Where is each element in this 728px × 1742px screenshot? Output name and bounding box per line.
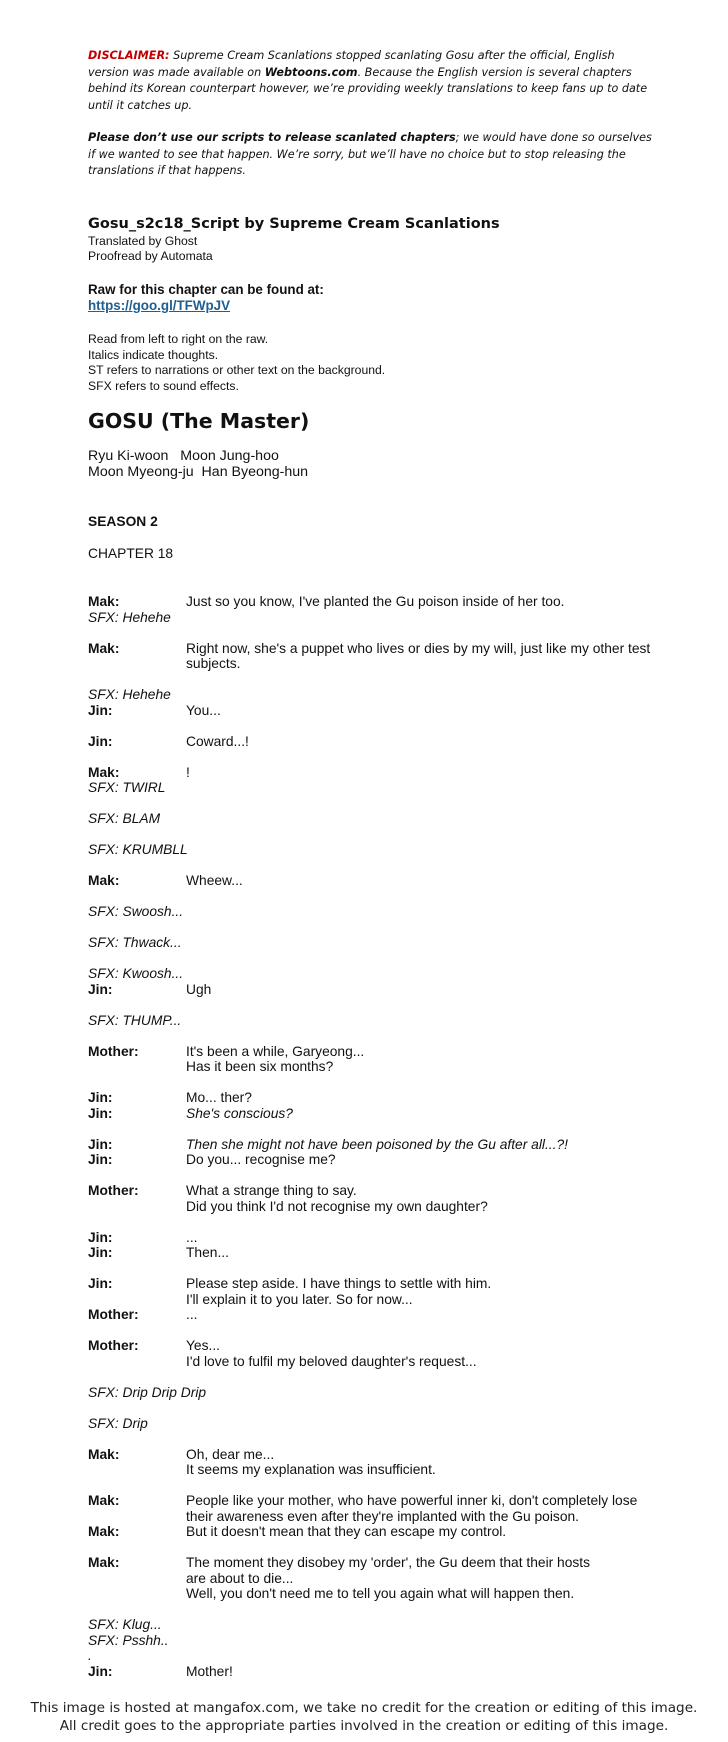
speaker-label: Mother: [88,1338,139,1353]
script-line [88,1137,658,1153]
sfx-text: SFX: Drip [88,1415,148,1431]
sfx-text: SFX: THUMP... [88,1012,182,1028]
script-line [88,1276,658,1307]
sfx-line [88,780,658,796]
disclaimer-text-b: . Because the English version is several chapters behind its Korean counterpart however, we’re providing weekly translations to keep fans up to date until it catches up. [88,65,648,112]
dialogue-text: ... [186,1307,198,1322]
speaker-label: Jin: [88,1090,113,1105]
speaker-label: Jin: [88,702,113,718]
script-line [88,703,658,719]
sfx-line [88,935,658,951]
script-line [88,1524,658,1540]
dialogue-text: ... [186,1229,198,1245]
dialogue-text: Right now, she's a puppet who lives or dies by my will, just like my other test subjects. [186,640,651,671]
speaker-label: Mother: [88,1043,139,1059]
script-line [88,734,658,750]
sfx-text: SFX: Thwack... [88,935,182,950]
speaker-label: Jin: [88,1136,113,1152]
script-line [88,1183,658,1214]
reading-notes [88,332,658,394]
usage-warning-bold: Please don’t use our scripts to release scanlated chapters [88,131,456,144]
script-line [88,1447,658,1478]
disclaimer-text-a: Supreme Cream Scanlations stopped scanlating Gosu after the official, English version was made available on [88,49,615,79]
script-line [88,1090,658,1106]
raw-link[interactable]: https://goo.gl/TFWpJV [88,298,231,313]
speaker-label: Mak: [88,1493,120,1508]
script-line [88,1307,658,1323]
disclaimer-label: DISCLAIMER: [88,49,170,62]
proofreader-credit: Proofread by Automata [88,249,213,263]
sfx-line [88,1013,658,1029]
script-line [88,1152,658,1168]
sfx-line [88,1385,658,1401]
sfx-line [88,842,658,858]
speaker-label: Jin: [88,1663,113,1679]
speaker-label: Jin: [88,981,113,997]
dialogue-text: Mo... ther? [186,1090,252,1105]
dialogue-text: Just so you know, I've planted the Gu poison inside of her too. [186,594,565,609]
sfx-line [88,1633,658,1649]
sfx-text: SFX: Psshh.. [88,1632,169,1648]
speaker-label: Mak: [88,1524,120,1539]
hosting-notice [0,1699,728,1735]
script-line [88,1245,658,1261]
dialogue-text: Please step aside. I have things to settle with him. I'll explain it to you later. So for now... [186,1276,492,1307]
script-line [88,1230,658,1246]
note-item: Italics indicate thoughts. [88,347,219,362]
dialogue-text: Ugh [186,981,212,997]
script-body [88,594,658,1679]
disclaimer-paragraph [88,48,658,114]
script-line [88,873,658,889]
dialogue-text: Do you... recognise me? [186,1152,336,1167]
sfx-text: SFX: Hehehe [88,687,171,702]
chapter-heading: CHAPTER 18 [88,546,174,561]
character-list [88,448,658,480]
sfx-text: SFX: TWIRL [88,780,166,795]
sfx-text: SFX: BLAM [88,811,161,826]
speaker-label: Jin: [88,1105,113,1121]
sfx-line [88,1416,658,1432]
script-line [88,641,658,672]
thought-text: She's conscious? [186,1105,293,1121]
sfx-line [88,966,658,982]
script-line [88,594,658,610]
webtoons-site-name: Webtoons.com [264,65,358,79]
speaker-label: Jin: [88,1152,113,1167]
sfx-line [88,610,658,626]
dialogue-text: What a strange thing to say. Did you think I'd not recognise my own daughter? [186,1183,488,1214]
usage-warning-text: ; we would have done so ourselves if we wanted to see that happen. We’re sorry, but we’ll have no choice but to stop releasing the translations if that happens. [88,131,652,177]
script-line [88,1493,658,1524]
hosting-notice-line: This image is hosted at mangafox.com, we take no credit for the creation or editing of this image. [30,1700,698,1716]
work-title: GOSU (The Master) [88,409,310,433]
script-line [88,1106,658,1122]
speaker-label: Mother: [88,1183,139,1198]
speaker-label: Mak: [88,764,120,780]
note-item: Read from left to right on the raw. [88,332,269,346]
sfx-text: SFX: Kwoosh... [88,966,184,981]
characters-line: Ryu Ki-woon Moon Jung-hoo [88,448,279,464]
sfx-line [88,1617,658,1633]
hosting-notice-line: All credit goes to the appropriate parties involved in the creation or editing of this image. [59,1718,669,1734]
speaker-label: Jin: [88,1276,113,1291]
raw-heading: Raw for this chapter can be found at: [88,281,324,297]
script-line [88,765,658,781]
script-line [88,1664,658,1680]
dialogue-text: The moment they disobey my 'order', the Gu deem that their hosts are about to die... Well, you don't need me to tell you again what will happen then. [186,1555,591,1601]
sfx-line [88,1648,658,1664]
script-line [88,1555,658,1602]
speaker-label: Mak: [88,1446,120,1462]
sfx-text: SFX: Klug... [88,1617,162,1632]
script-line [88,1338,658,1369]
thought-text: Then she might not have been poisoned by the Gu after all...?! [186,1136,568,1152]
sfx-text: SFX: Drip Drip Drip [88,1384,207,1400]
speaker-label: Jin: [88,1245,113,1260]
sfx-line [88,904,658,920]
sfx-text: SFX: Hehehe [88,609,171,625]
document-page [88,48,658,1679]
dialogue-text: Coward...! [186,733,249,749]
script-line [88,982,658,998]
speaker-label: Jin: [88,733,113,749]
characters-line: Moon Myeong-ju Han Byeong-hun [88,464,309,480]
note-item: ST refers to narrations or other text on the background. [88,363,386,377]
dialogue-text: ! [186,764,190,780]
dialogue-text: It's been a while, Garyeong... Has it been six months? [186,1043,365,1074]
speaker-label: Mak: [88,1555,120,1570]
dialogue-text: You... [186,702,221,718]
translator-credit: Translated by Ghost [88,233,198,248]
sfx-line [88,687,658,703]
speaker-label: Mak: [88,594,120,609]
dialogue-text: People like your mother, who have powerful inner ki, don't completely lose their awareness even after they're implanted with the Gu poison. [186,1493,638,1524]
sfx-text: SFX: Swoosh... [88,904,184,919]
note-item: SFX refers to sound effects. [88,378,239,393]
speaker-label: Jin: [88,1229,113,1245]
script-line [88,1044,658,1075]
dialogue-text: Yes... I'd love to fulfil my beloved daughter's request... [186,1338,477,1369]
season-heading: SEASON 2 [88,514,158,529]
usage-warning-paragraph [88,130,658,180]
dialogue-text: Wheew... [186,873,243,888]
sfx-text: SFX: KRUMBLL [88,842,188,857]
sfx-line [88,811,658,827]
script-title: Gosu_s2c18_Script by Supreme Cream Scanlations [88,215,500,232]
speaker-label: Mak: [88,640,120,656]
sfx-text: . [88,1648,92,1663]
speaker-label: Mak: [88,873,120,888]
dialogue-text: Then... [186,1245,229,1260]
dialogue-text: Oh, dear me... It seems my explanation was insufficient. [186,1446,436,1477]
dialogue-text: Mother! [186,1663,233,1679]
speaker-label: Mother: [88,1307,139,1322]
dialogue-text: But it doesn't mean that they can escape my control. [186,1524,507,1539]
